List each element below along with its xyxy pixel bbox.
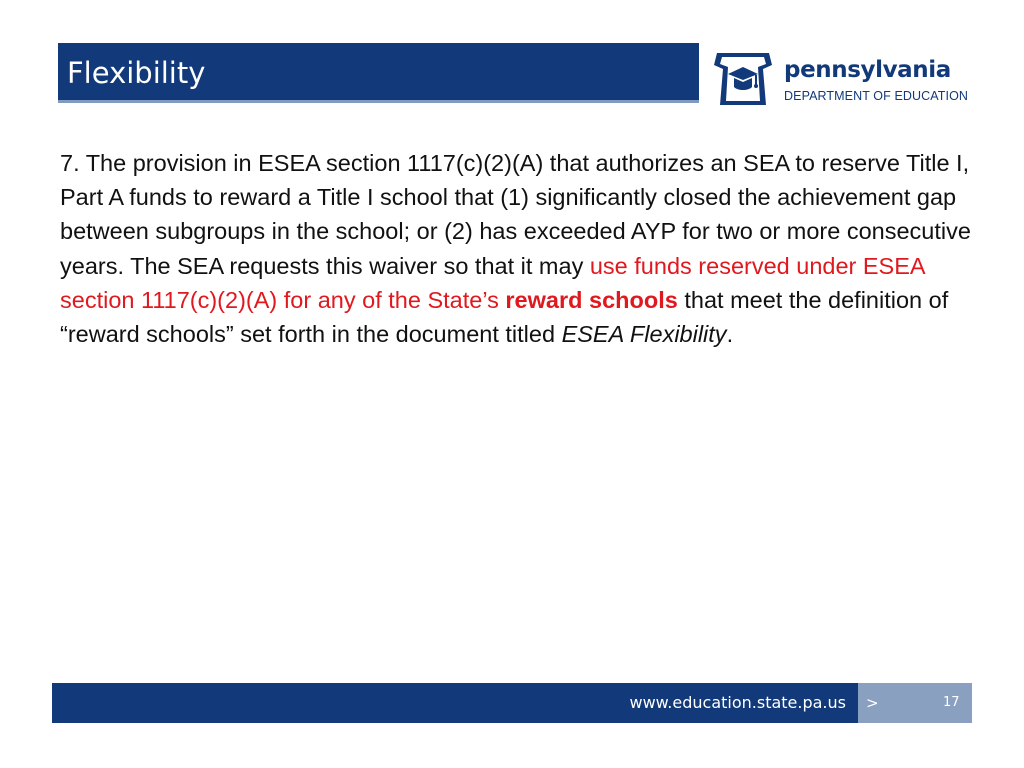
pa-department-of-education-logo: [710, 47, 980, 113]
title-underline: [58, 100, 699, 103]
paragraph-highlight: use funds reserved under ESEA section 1117(c)(2)(A) for any of the State’s: [60, 252, 925, 313]
paragraph-middle: that meet the definition of “reward schools” set forth in the document titled: [60, 286, 949, 348]
footer-next-panel: [858, 683, 972, 723]
logo-department: DEPARTMENT OF EDUCATION: [784, 89, 969, 103]
paragraph-intro: 7. The provision in ESEA section 1117(c)(2)(A) that authorizes an SEA to reserve Title I, Part A funds to reward a Title I school that (1) significantly closed the achievement gap between subgroups in the school; or (2) has exceeded AYP for two or more consecutive years. The SEA requests this waiver so that it may: [60, 150, 971, 279]
logo-wordmark: pennsylvania: [784, 57, 951, 83]
paragraph-ending: .: [726, 321, 734, 348]
footer-url-link[interactable]: www.education.state.pa.us: [629, 693, 846, 712]
keystone-graduation-cap-icon: [710, 47, 776, 113]
footer-bar: [52, 683, 858, 723]
next-slide-arrow[interactable]: >: [866, 694, 879, 712]
document-title: ESEA Flexibility: [561, 321, 727, 348]
page-number: 17: [943, 695, 960, 710]
waiver-paragraph: [60, 146, 990, 351]
paragraph-highlight-bold: reward schools: [505, 286, 678, 313]
slide-title: Flexibility: [67, 56, 206, 90]
